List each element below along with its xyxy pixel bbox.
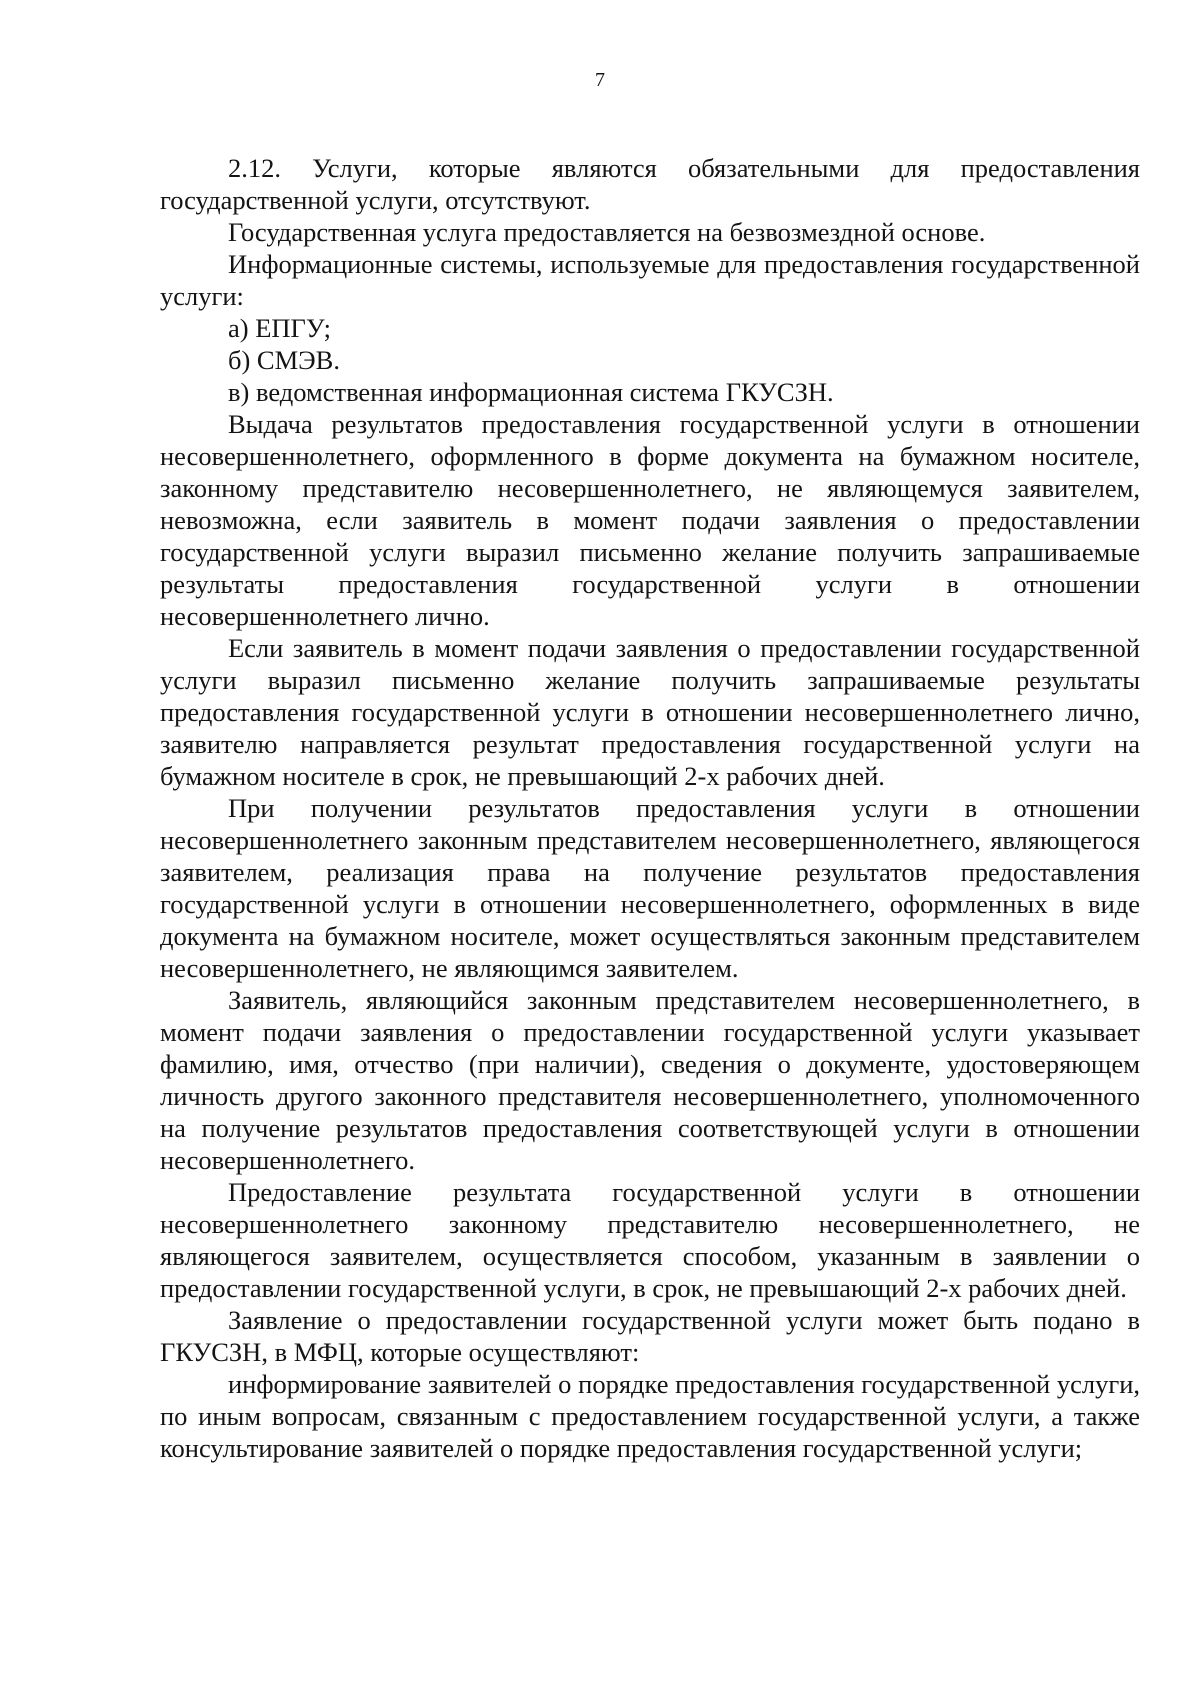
paragraph-2-12: 2.12. Услуги, которые являются обязательными для предоставления государственной услуги, отсутствуют. <box>160 153 1140 215</box>
paragraph-informing-applicants: информирование заявителей о порядке предоставления государственной услуги, по иным вопросам, связанным с предоставлением государственной услуги, а также консультирование заявителей о порядке предоставления государственной услуги; <box>160 1369 1140 1463</box>
paragraph-written-request: Если заявитель в момент подачи заявления о предоставлении государственной услуги выразил письменно желание получить запрашиваемые результаты предоставления государственной услуги в отношении несовершеннолетнего лично, заявителю направляется результат предоставления государственной услуги на бумажном носителе в срок, не превышающий 2-х рабочих дней. <box>160 633 1140 791</box>
paragraph-result-provision: Предоставление результата государственной услуги в отношении несовершеннолетнего законному представителю несовершеннолетнего, не являющегося заявителем, осуществляется способом, указанным в заявлении о предоставлении государственной услуги, в срок, не превышающий 2-х рабочих дней. <box>160 1177 1140 1303</box>
paragraph-result-issuance: Выдача результатов предоставления государственной услуги в отношении несовершеннолетнего, оформленного в форме документа на бумажном носителе, законному представителю несовершеннолетнего, не являющемуся заявителем, невозможна, если заявитель в момент подачи заявления о предоставлении государственной услуги выразил письменно желание получить запрашиваемые результаты предоставления государственной услуги в отношении несовершеннолетнего лично. <box>160 409 1140 631</box>
list-item-gkuszn-system: в) ведомственная информационная система ГКУСЗН. <box>228 377 834 407</box>
paragraph-receiving-results: При получении результатов предоставления услуги в отношении несовершеннолетнего законным представителем несовершеннолетнего, являющегося заявителем, реализация права на получение результатов предоставления государственной услуги в отношении несовершеннолетнего, оформленных в виде документа на бумажном носителе, может осуществляться законным представителем несовершеннолетнего, не являющимся заявителем. <box>160 793 1140 983</box>
paragraph-information-systems: Информационные системы, используемые для предоставления государственной услуги: <box>160 249 1140 311</box>
paragraph-free-basis: Государственная услуга предоставляется на безвозмездной основе. <box>228 217 986 247</box>
paragraph-applicant-representative: Заявитель, являющийся законным представителем несовершеннолетнего, в момент подачи заявления о предоставлении государственной услуги указывает фамилию, имя, отчество (при наличии), сведения о документе, удостоверяющем личность другого законного представителя несовершеннолетнего, уполномоченного на получение результатов предоставления соответствующей услуги в отношении несовершеннолетнего. <box>160 985 1140 1175</box>
paragraph-application-submission: Заявление о предоставлении государственной услуги может быть подано в ГКУСЗН, в МФЦ, которые осуществляют: <box>160 1305 1140 1367</box>
document-body <box>160 152 1140 1464</box>
page-number: 7 <box>595 69 605 91</box>
list-item-smev: б) СМЭВ. <box>228 345 340 375</box>
list-item-epgu: а) ЕПГУ; <box>228 313 331 343</box>
